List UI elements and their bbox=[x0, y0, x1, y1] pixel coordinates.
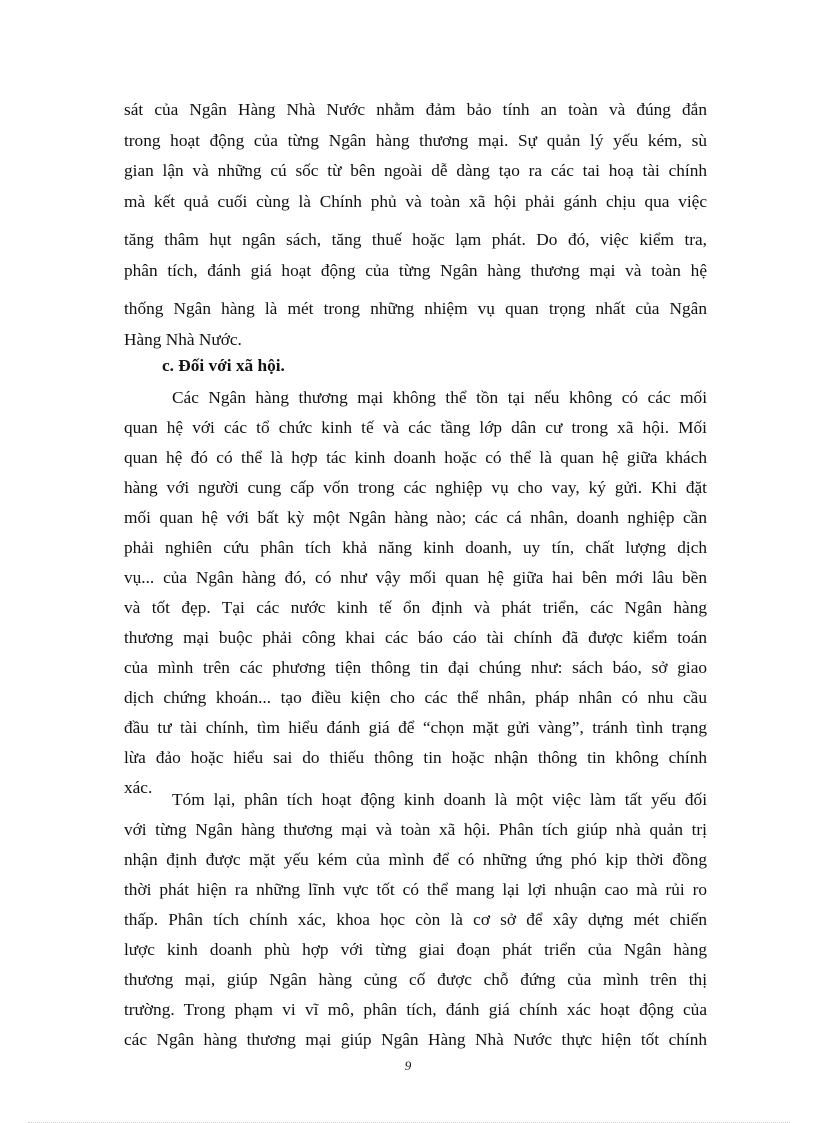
text-line: thấp. Phân tích chính xác, khoa học còn là cơ sở để xây dựng mét chiến bbox=[124, 910, 707, 929]
text-line: Tóm lại, phân tích hoạt động kinh doanh là một việc làm tất yếu đối bbox=[172, 790, 707, 809]
text-line: lược kinh doanh phù hợp với từng giai đoạn phát triển của Ngân hàng bbox=[124, 940, 707, 959]
page-number: 9 bbox=[404, 1058, 412, 1073]
text-line: phân tích, đánh giá hoạt động của từng Ngân hàng thương mại và toàn hệ bbox=[124, 261, 707, 280]
text-line: sát của Ngân Hàng Nhà Nước nhằm đảm bảo tính an toàn và đúng đắn bbox=[124, 100, 707, 119]
text-line: quan hệ với các tổ chức kinh tế và các tầng lớp dân cư trong xã hội. Mối bbox=[124, 418, 707, 437]
text-line: mối quan hệ với bất kỳ một Ngân hàng nào; các cá nhân, doanh nghiệp cần bbox=[124, 508, 707, 527]
text-line: với từng Ngân hàng thương mại và toàn xã hội. Phân tích giúp nhà quản trị bbox=[124, 820, 707, 839]
text-line: phải nghiên cứu phân tích khả năng kinh doanh, uy tín, chất lượng dịch bbox=[124, 538, 707, 557]
text-line: các Ngân hàng thương mại giúp Ngân Hàng Nhà Nước thực hiện tốt chính bbox=[124, 1030, 707, 1049]
text-line: và tốt đẹp. Tại các nước kinh tế ổn định và phát triển, các Ngân hàng bbox=[124, 598, 707, 617]
text-line: thời phát hiện ra những lĩnh vực tốt có thể mang lại lợi nhuận cao mà rủi ro bbox=[124, 880, 707, 899]
text-line: trường. Trong phạm vi vĩ mô, phân tích, đánh giá chính xác hoạt động của bbox=[124, 1000, 707, 1019]
text-line: của mình trên các phương tiện thông tin đại chúng như: sách báo, sở giao bbox=[124, 658, 707, 677]
text-line: Hàng Nhà Nước. bbox=[124, 330, 242, 349]
text-line: mà kết quả cuối cùng là Chính phủ và toàn xã hội phải gánh chịu qua việc bbox=[124, 192, 707, 211]
text-line: vụ... của Ngân hàng đó, có như vậy mối quan hệ giữa hai bên mới lâu bền bbox=[124, 568, 707, 587]
text-line: tăng thâm hụt ngân sách, tăng thuế hoặc lạm phát. Do đó, việc kiểm tra, bbox=[124, 230, 707, 249]
text-line: thống Ngân hàng là mét trong những nhiệm vụ quan trọng nhất của Ngân bbox=[124, 299, 707, 318]
text-line: dịch chứng khoán... tạo điều kiện cho các thể nhân, pháp nhân có nhu cầu bbox=[124, 688, 707, 707]
text-line: nhận định được mặt yếu kém của mình để có những ứng phó kịp thời đồng bbox=[124, 850, 707, 869]
text-line: đầu tư tài chính, tìm hiểu đánh giá để “chọn mặt gửi vàng”, tránh tình trạng bbox=[124, 718, 707, 737]
text-line: thương mại, giúp Ngân hàng củng cố được chỗ đứng của mình trên thị bbox=[124, 970, 707, 989]
text-line: lừa đảo hoặc hiểu sai do thiếu thông tin hoặc nhận thông tin không chính bbox=[124, 748, 707, 767]
text-line: thương mại buộc phải công khai các báo cáo tài chính đã được kiểm toán bbox=[124, 628, 707, 647]
text-line: gian lận và những cú sốc từ bên ngoài dễ dàng tạo ra các tai hoạ tài chính bbox=[124, 161, 707, 180]
text-line: trong hoạt động của từng Ngân hàng thương mại. Sự quản lý yếu kém, sù bbox=[124, 131, 707, 150]
text-line: hàng với người cung cấp vốn trong các nghiệp vụ cho vay, ký gửi. Khi đặt bbox=[124, 478, 707, 497]
text-line: Các Ngân hàng thương mại không thể tồn tại nếu không có các mối bbox=[172, 388, 707, 407]
section-heading: c. Đối với xã hội. bbox=[162, 356, 285, 375]
paragraph-society bbox=[124, 385, 707, 801]
text-line: xác. bbox=[124, 778, 153, 797]
paragraph-oversight bbox=[124, 97, 707, 353]
text-line: quan hệ đó có thể là hợp tác kinh doanh hoặc có thể là quan hệ giữa khách bbox=[124, 448, 707, 467]
paragraph-conclusion bbox=[124, 787, 707, 1053]
